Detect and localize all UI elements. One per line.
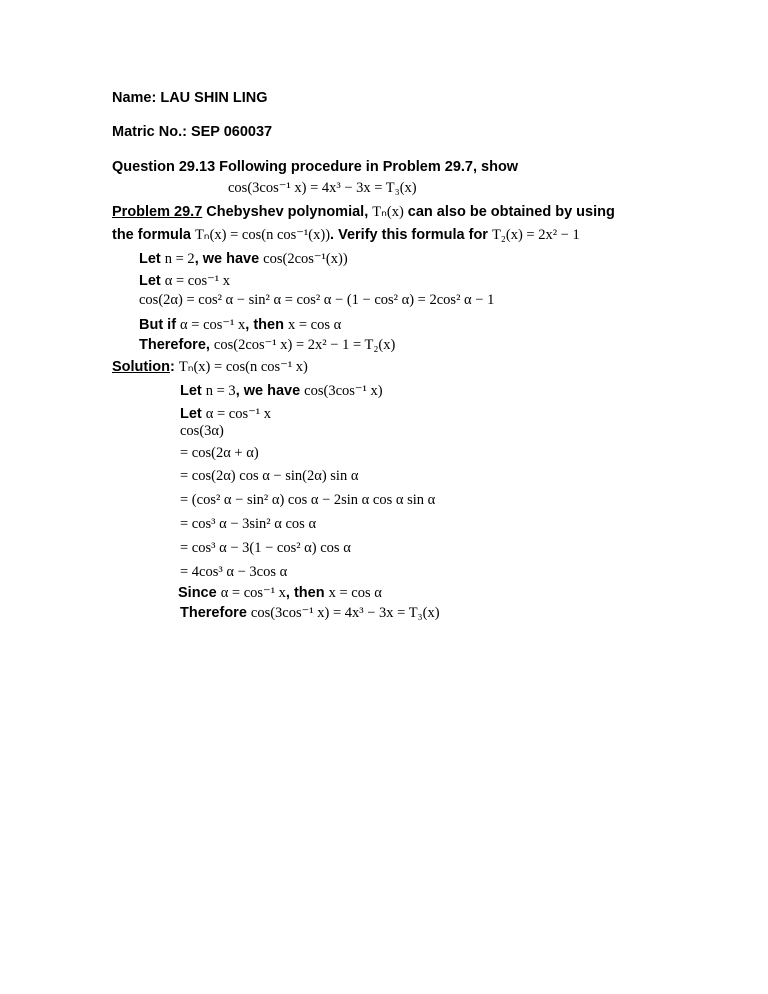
then-text: , then [285,585,325,601]
derivation-step: cos(3α) [180,423,224,439]
solution-let-alpha [180,405,271,423]
double-angle-expansion: cos(2α) = cos² α − sin² α = cos² α − (1 − cos² α) = 2cos² α − 1 [139,292,495,308]
question-equation: cos(3cos⁻¹ x) = 4x³ − 3x = T₃(x) [228,180,417,196]
therefore-label: Therefore [180,605,247,621]
let-label: Let [139,273,161,289]
solution-colon: : [170,359,175,375]
solution-therefore [180,604,440,622]
solution-label: Solution [112,359,170,375]
problem-intro-text-2: can also be obtained by using [407,204,615,220]
alpha-definition: α = cos⁻¹ x [180,317,246,333]
problem-intro-line [112,203,615,221]
alpha-definition: α = cos⁻¹ x [220,585,286,601]
problem-but-if [139,316,341,334]
n-value: n = 2 [164,251,195,267]
derivation-step: = cos(2α + α) [180,445,259,461]
formula-label: the formula [112,227,191,243]
then-text: , then [245,317,284,333]
x-definition: x = cos α [287,317,342,333]
but-if-label: But if [139,317,177,333]
x-definition: x = cos α [328,585,382,601]
chebyshev-formula: Tₙ(x) = cos(n cos⁻¹(x)) [194,227,331,243]
t2-formula: T₂(x) = 2x² − 1 [491,227,580,243]
derivation-step: = 4cos³ α − 3cos α [180,564,288,580]
problem-expression: cos(2cos⁻¹(x)) [263,251,348,267]
n-value: n = 3 [205,383,236,399]
we-have-text: , we have [235,383,301,399]
let-label: Let [180,406,202,422]
problem-result: cos(2cos⁻¹ x) = 2x² − 1 = T₂(x) [213,337,396,353]
problem-label: Problem 29.7 [112,204,203,220]
problem-let-n [139,250,348,268]
alpha-definition: α = cos⁻¹ x [164,273,230,289]
matric-number: Matric No.: SEP 060037 [112,124,273,140]
solution-header-line [112,358,308,376]
derivation-step: = (cos² α − sin² α) cos α − 2sin α cos α sin α [180,492,436,508]
problem-tn: Tₙ(x) [372,204,404,220]
problem-let-alpha [139,272,230,290]
therefore-label: Therefore, [139,337,210,353]
solution-result: cos(3cos⁻¹ x) = 4x³ − 3x = T₃(x) [250,605,440,621]
problem-formula-line [112,226,580,244]
student-name: Name: LAU SHIN LING [112,90,268,106]
verify-text: . Verify this formula for [330,227,488,243]
derivation-step: = cos³ α − 3sin² α cos α [180,516,317,532]
solution-since [178,584,382,602]
alpha-definition: α = cos⁻¹ x [205,406,271,422]
derivation-step: = cos³ α − 3(1 − cos² α) cos α [180,540,351,556]
derivation-step: = cos(2α) cos α − sin(2α) sin α [180,468,359,484]
since-label: Since [178,585,217,601]
let-label: Let [139,251,161,267]
solution-formula: Tₙ(x) = cos(n cos⁻¹ x) [178,359,308,375]
let-label: Let [180,383,202,399]
problem-therefore [139,336,395,354]
we-have-text: , we have [194,251,260,267]
question-title: Question 29.13 Following procedure in Problem 29.7, show [112,159,519,175]
problem-intro-text: Chebyshev polynomial, [206,204,369,220]
solution-let-n [180,382,383,400]
solution-expression: cos(3cos⁻¹ x) [304,383,383,399]
